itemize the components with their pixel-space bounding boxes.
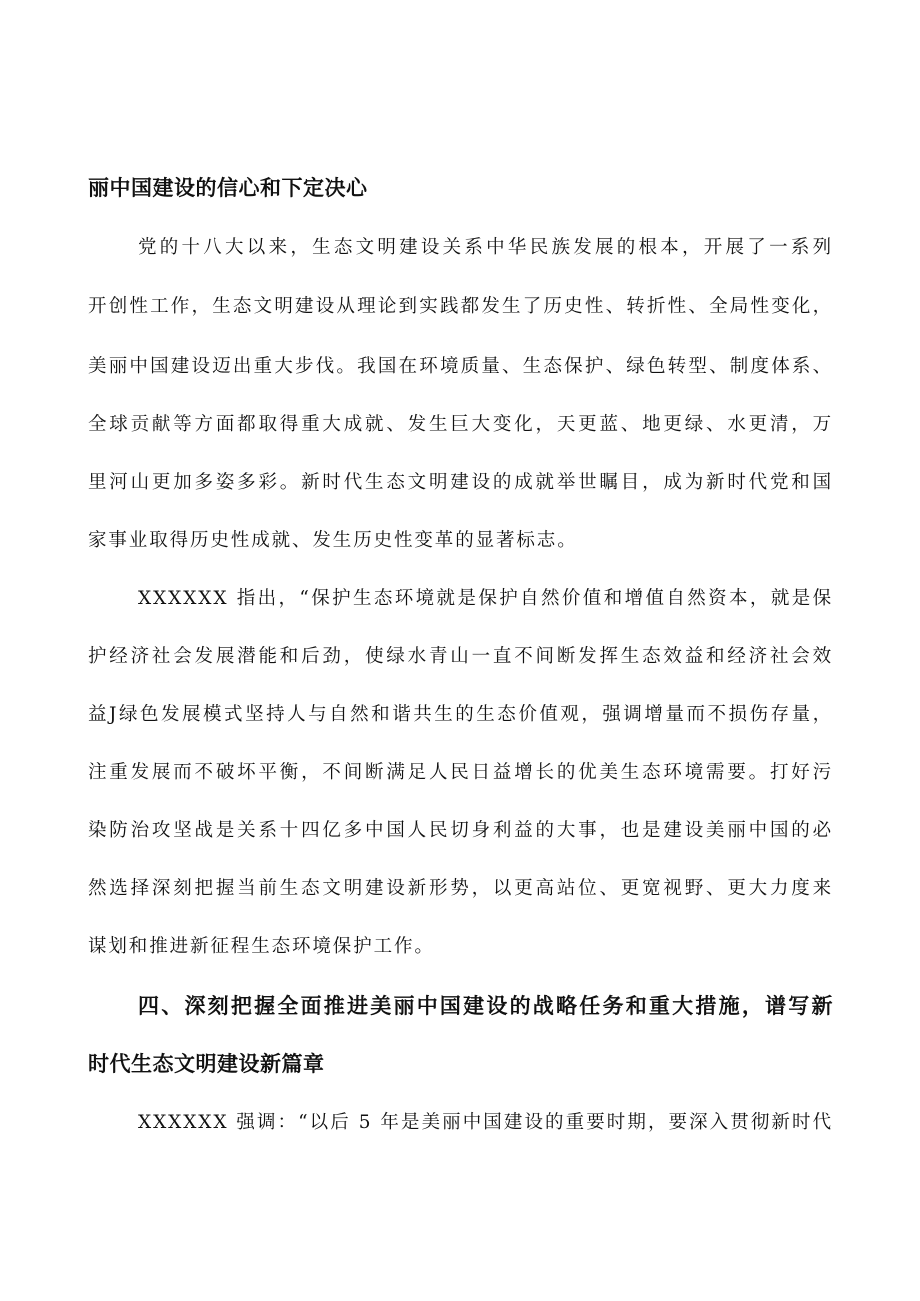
paragraph-1-line-5: 里河山更加多姿多彩。新时代生态文明建设的成就举世瞩目，成为新时代党和国 bbox=[88, 472, 833, 493]
paragraph-2-line-5: 染防治攻坚战是关系十四亿多中国人民切身利益的大事，也是建设美丽中国的必 bbox=[88, 820, 833, 841]
paragraph-3-line-1: XXXXXX 强调：“以后 5 年是美丽中国建设的重要时期，要深入贯彻新时代 bbox=[138, 1112, 833, 1133]
paragraph-1-line-3: 美丽中国建设迈出重大步伐。我国在环境质量、生态保护、绿色转型、制度体系、 bbox=[88, 356, 833, 377]
paragraph-2-line-3: 益J绿色发展模式坚持人与自然和谐共生的生态价值观，强调增量而不损伤存量， bbox=[88, 704, 833, 725]
paragraph-2-line-4: 注重发展而不破坏平衡，不间断满足人民日益增长的优美生态环境需要。打好污 bbox=[88, 762, 833, 783]
section-heading-line-1: 四、深刻把握全面推进美丽中国建设的战略任务和重大措施，谱写新 bbox=[138, 994, 833, 1018]
paragraph-2-line-7: 谋划和推进新征程生态环境保护工作。 bbox=[88, 936, 435, 957]
paragraph-1-line-4: 全球贡献等方面都取得重大成就、发生巨大变化，天更蓝、地更绿、水更清，万 bbox=[88, 414, 833, 435]
paragraph-2-line-6: 然选择深刻把握当前生态文明建设新形势，以更高站位、更宽视野、更大力度来 bbox=[88, 878, 833, 899]
paragraph-1-line-6: 家事业取得历史性成就、发生历史性变革的显著标志。 bbox=[88, 530, 578, 551]
paragraph-2-line-2: 护经济社会发展潜能和后劲，使绿水青山一直不间断发挥生态效益和经济社会效 bbox=[88, 646, 833, 667]
paragraph-1-line-1: 党的十八大以来，生态文明建设关系中华民族发展的根本，开展了一系列 bbox=[138, 237, 833, 258]
paragraph-2-line-1: XXXXXX 指出，“保护生态环境就是保护自然价值和增值自然资本，就是保 bbox=[138, 588, 833, 609]
section-heading-line-2: 时代生态文明建设新篇章 bbox=[88, 1052, 325, 1076]
paragraph-1-line-2: 开创性工作，生态文明建设从理论到实践都发生了历史性、转折性、全局性变化， bbox=[88, 296, 833, 317]
heading-continuation: 丽中国建设的信心和下定决心 bbox=[88, 176, 368, 200]
